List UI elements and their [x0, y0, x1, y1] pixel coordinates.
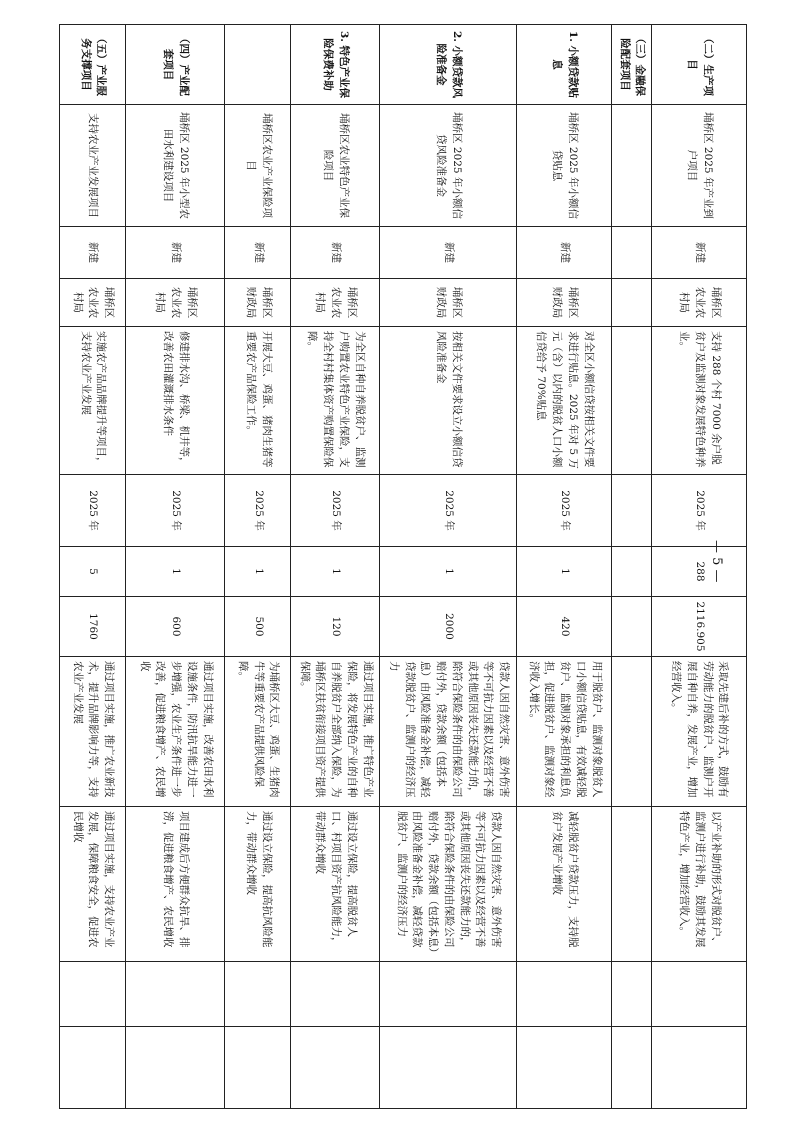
- table-cell: （三）金融保险配套项目: [612, 25, 652, 105]
- table-cell: 新建: [126, 227, 225, 279]
- table-cell: 2025 年: [291, 475, 380, 547]
- table-cell: 贷款人因自然灾害、意外伤害等不可抗力因素以及经营不善或其他原因丧失还款能力的，除符合保险条件的由保险公司赔付外，贷款余额（包括本息）由风险准备金补偿，减轻贷款脱贫户、监测户的经济压力: [379, 657, 516, 807]
- table-cell: [652, 962, 747, 1027]
- table-cell: [379, 1027, 516, 1109]
- table-cell: 为埇桥区大豆、鸡蛋、生猪肉牛等重要农产品提供风险保障。: [225, 657, 291, 807]
- table-cell: 2025 年: [60, 475, 126, 547]
- table-cell: 按相关文件要求设立小额信贷风险准备金: [379, 327, 516, 475]
- table-cell: 项目建成后方便群众抗旱、排涝，促进粮食增产、农民增收: [126, 807, 225, 962]
- table-cell: [225, 25, 291, 105]
- table-cell: 埇桥区 2025 年小额信贷贴息: [517, 105, 612, 227]
- table-cell: 2000: [379, 597, 516, 657]
- table-cell: 新建: [517, 227, 612, 279]
- table-cell: 埇桥区 2025 年小型农田水利建设项目: [126, 105, 225, 227]
- table-cell: 对全区小额信贷按相关文件要求进行贴息。2025 年对 5 万元（含）以内的脱贫人口小额信贷给予 70%贴息: [517, 327, 612, 475]
- table-cell: [612, 657, 652, 807]
- table-cell: 以产业补助的形式对脱贫户、监测户进行补助，鼓励其发展特色产业，增加经营收入。: [652, 807, 747, 962]
- table-cell: 支持 288 个村 7000 余户脱贫户及监测对象发展特色种养业。: [652, 327, 747, 475]
- table-row: [60, 25, 126, 1109]
- table-cell: 埇桥区农业产业保险项目: [225, 105, 291, 227]
- table-cell: 1: [517, 547, 612, 597]
- table-cell: [612, 227, 652, 279]
- table-cell: 修建排水沟、桥梁、机井等，改善农田灌溉排水条件: [126, 327, 225, 475]
- table-cell: [225, 962, 291, 1027]
- table-row: [126, 25, 225, 1109]
- rotated-page: [59, 24, 747, 1108]
- table-cell: 开展大豆、鸡蛋、猪肉生猪等重要农产品保险工作。: [225, 327, 291, 475]
- table-cell: 120: [291, 597, 380, 657]
- table-cell: 通过项目实施，支持农业产业发展，保障粮食安全，促进农民增收: [60, 807, 126, 962]
- table-cell: [60, 1027, 126, 1109]
- table-cell: 420: [517, 597, 612, 657]
- table-cell: 用于脱贫户、监测对象脱贫人口小额信贷贴息，有效减轻脱贫户、监测对象承担的利息负担，促进脱贫户、监测对象经济收入增长。: [517, 657, 612, 807]
- table-cell: 埇桥区农业农村局: [60, 279, 126, 327]
- table-cell: 2025 年: [126, 475, 225, 547]
- table-cell: [60, 962, 126, 1027]
- table-cell: 288: [652, 547, 747, 597]
- table-cell: 贷款人因自然灾害、意外伤害等不可抗力因素以及经营不善或其他原因丧失还款能力的，除符合保险条件的由保险公司赔付外，贷款余额（包括本息）由风险准备金补偿，减轻贷款脱贫户、监测户的经济压力: [379, 807, 516, 962]
- table-row: [612, 25, 652, 1109]
- table-row: [652, 25, 747, 1109]
- table-row: [379, 25, 516, 1109]
- table-cell: [379, 962, 516, 1027]
- table-row: [517, 25, 612, 1109]
- table-cell: [652, 1027, 747, 1109]
- table-cell: 2025 年: [379, 475, 516, 547]
- table-cell: 埇桥区农业特色产业保险项目: [291, 105, 380, 227]
- table-cell: 采取先建后补的方式，鼓励有劳动能力的脱贫户、监测户开展自种自养，发展产业，增加经营收入。: [652, 657, 747, 807]
- table-cell: 埇桥区 2025 年小额信贷风险准备金: [379, 105, 516, 227]
- table-cell: [291, 962, 380, 1027]
- table-cell: [612, 547, 652, 597]
- table-row: [225, 25, 291, 1109]
- table-cell: 5: [60, 547, 126, 597]
- table-cell: 埇桥区财政局: [225, 279, 291, 327]
- table-cell: 2025 年: [225, 475, 291, 547]
- table-cell: 1: [225, 547, 291, 597]
- table-row: [291, 25, 380, 1109]
- table-cell: 减轻脱贫户贷款压力，支持脱贫户发展产业增收: [517, 807, 612, 962]
- table-cell: 埇桥区财政局: [517, 279, 612, 327]
- table-cell: 通过项目实施，推广农业新技术，提升品牌影响力等，支持农业产业发展: [60, 657, 126, 807]
- table-cell: 1: [379, 547, 516, 597]
- table-cell: [612, 807, 652, 962]
- table-cell: [612, 105, 652, 227]
- table-cell: [612, 327, 652, 475]
- table-cell: 埇桥区 2025 年产业到户项目: [652, 105, 747, 227]
- table-cell: [291, 1027, 380, 1109]
- table-cell: [612, 597, 652, 657]
- table-cell: 1: [126, 547, 225, 597]
- table-cell: 600: [126, 597, 225, 657]
- table-cell: 2025 年: [652, 475, 747, 547]
- table-cell: 通过设立保险，提高脱贫人口、村项目资产抗风险能力，带动群众增收: [291, 807, 380, 962]
- table-cell: （五）产业服务支撑项目: [60, 25, 126, 105]
- table-cell: 实施农产品品牌提升等项目，支持农业产业发展: [60, 327, 126, 475]
- table-cell: 2025 年: [517, 475, 612, 547]
- table-cell: 为全区自种自养脱贫户、监测户购置农业特色产业保险，支持全村村集体资产购置保险保障。: [291, 327, 380, 475]
- project-table: [59, 24, 747, 1109]
- table-cell: [612, 1027, 652, 1109]
- table-cell: [612, 475, 652, 547]
- table-cell: 通过设立保险，提高抗风险能力，带动群众增收: [225, 807, 291, 962]
- table-cell: [612, 962, 652, 1027]
- table-cell: 通过项目实施，推广特色产业保险，将发展特色产业的自种自养脱贫户全部纳入保险，为埇桥区扶贫衔接项目资产提供保障。: [291, 657, 380, 807]
- table-cell: 新建: [652, 227, 747, 279]
- table-cell: 500: [225, 597, 291, 657]
- table-cell: 埇桥区农业农村局: [126, 279, 225, 327]
- table-cell: 1: [291, 547, 380, 597]
- table-cell: [126, 962, 225, 1027]
- table-cell: [126, 1027, 225, 1109]
- table-cell: 埇桥区农业农村局: [652, 279, 747, 327]
- table-cell: 2116.905: [652, 597, 747, 657]
- table-cell: 1. 小额贷款贴息: [517, 25, 612, 105]
- table-cell: [517, 1027, 612, 1109]
- page-number: — 5 —: [709, 540, 724, 583]
- table-cell: 1760: [60, 597, 126, 657]
- table-cell: 埇桥区财政局: [379, 279, 516, 327]
- table-cell: （四）产业配套项目: [126, 25, 225, 105]
- table-cell: [517, 962, 612, 1027]
- table-cell: [612, 279, 652, 327]
- table-cell: 埇桥区农业农村局: [291, 279, 380, 327]
- table-cell: 新建: [379, 227, 516, 279]
- table-cell: 新建: [291, 227, 380, 279]
- table-cell: 新建: [60, 227, 126, 279]
- table-cell: （二）生产项目: [652, 25, 747, 105]
- table-cell: 通过项目实施，改善农田水利设施条件，防汛抗旱能力进一步增强，农业生产条件进一步改善，促进粮食增产、农民增收: [126, 657, 225, 807]
- table-cell: [225, 1027, 291, 1109]
- table-cell: 3. 特色产业保险保费补助: [291, 25, 380, 105]
- table-cell: 新建: [225, 227, 291, 279]
- table-cell: 2. 小额贷款风险准备金: [379, 25, 516, 105]
- table-cell: 支持农业产业发展项目: [60, 105, 126, 227]
